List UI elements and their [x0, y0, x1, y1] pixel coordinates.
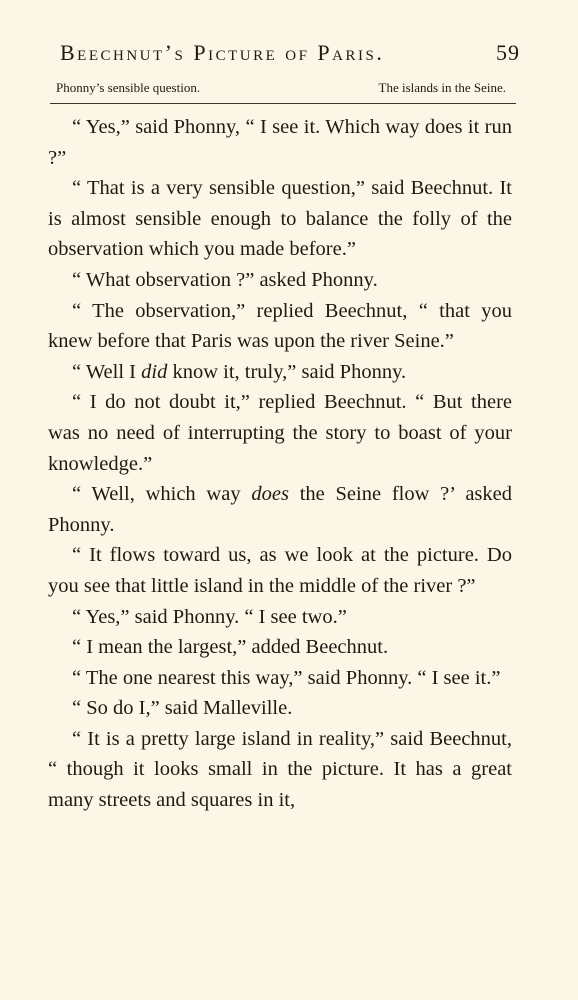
paragraph-text: “ What observation ?” asked Phonny. — [72, 268, 378, 291]
paragraph-text: the Seine flow ?’ asked Phonny. — [48, 483, 512, 536]
body-text — [48, 112, 512, 816]
paragraph-text: “ That is a very sensible question,” said Beechnut. It is almost sensible enough to balance the folly of the observation which you made before.” — [48, 177, 512, 261]
paragraph-text: “ The one nearest this way,” said Phonny. “ I see it.” — [72, 666, 501, 689]
paragraph — [48, 387, 512, 479]
right-subhead: The islands in the Seine. — [378, 80, 506, 95]
paragraph-text: “ Well, which way — [72, 483, 252, 506]
paragraph — [48, 112, 512, 173]
paragraph-text: “ The observation,” replied Beechnut, “ that you knew before that Paris was upon the river Seine.” — [48, 299, 512, 353]
italic-emphasis: does — [251, 483, 289, 506]
paragraph — [48, 540, 512, 601]
paragraph — [48, 663, 512, 694]
paragraph — [48, 693, 512, 724]
paragraph-text: “ I mean the largest,” added Beechnut. — [72, 636, 389, 659]
paragraph-text: know it, truly,” said Phonny. — [167, 360, 407, 383]
page-number: 59 — [496, 40, 520, 65]
paragraph — [48, 265, 512, 296]
paragraph — [48, 357, 512, 388]
paragraph — [48, 724, 512, 816]
paragraph — [48, 602, 512, 633]
paragraph-text: “ Yes,” said Phonny, “ I see it. Which way does it run ?” — [48, 116, 512, 169]
paragraph — [48, 479, 512, 540]
paragraph — [48, 173, 512, 265]
paragraph — [48, 296, 512, 357]
paragraph-text: “ Yes,” said Phonny. “ I see two.” — [72, 605, 347, 628]
paragraph-text: “ It flows toward us, as we look at the picture. Do you see that little island in the middle of the river ?” — [48, 544, 512, 597]
paragraph-text: “ I do not doubt it,” replied Beechnut. “ But there was no need of interrupting the story to boast of your knowledge.” — [48, 391, 512, 475]
italic-emphasis: did — [141, 360, 168, 383]
running-head-title: Beechnut’s Picture of Paris. — [60, 40, 385, 65]
paragraph — [48, 632, 512, 663]
left-subhead: Phonny’s sensible question. — [56, 80, 201, 95]
paragraph-text: “ So do I,” said Malleville. — [72, 697, 293, 720]
paragraph-text: “ Well I — [72, 360, 142, 383]
header-rule — [50, 103, 516, 104]
paragraph-text: “ It is a pretty large island in reality,” said Beechnut, “ though it looks small in the picture. It has a great many streets and squares in it, — [48, 727, 512, 812]
